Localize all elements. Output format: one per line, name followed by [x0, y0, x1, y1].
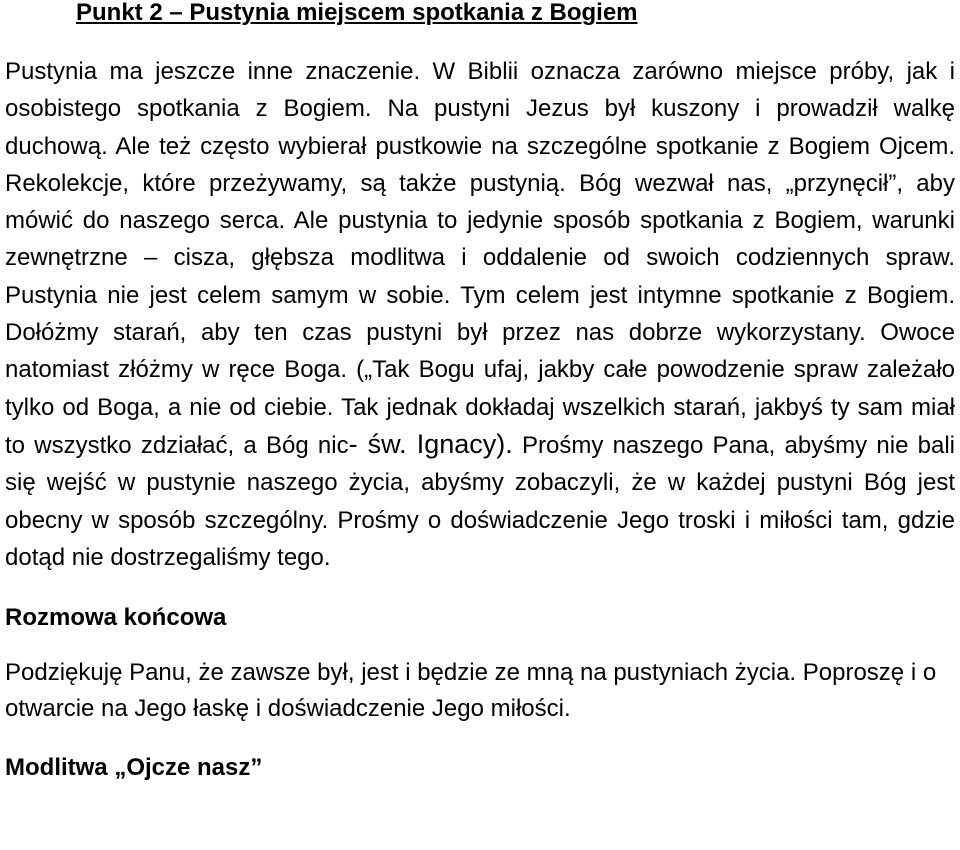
closing-paragraph: Podziękuję Panu, że zawsze był, jest i będzie ze mną na pustyniach życia. Poproszę i o otwarcie na Jego łaskę i doświadczenie Jego miłości. — [5, 659, 937, 723]
main-paragraph — [5, 53, 955, 576]
section-title: Punkt 2 – Pustynia miejscem spotkania z Bogiem — [76, 0, 638, 26]
document-page — [5, 0, 955, 783]
quote-attribution: - św. Ignacy). — [348, 428, 513, 459]
closing-heading: Rozmowa końcowa — [5, 604, 227, 632]
main-paragraph-text: Pustynia ma jeszcze inne znaczenie. W Biblii oznacza zarówno miejsce próby, jak i osobistego spotkania z Bogiem. Na pustyni Jezus był kuszony i prowadził walkę duchową. Ale też często wybierał pustkowie na szczególne spotkanie z Bogiem Ojcem. Rekolekcje, które przeżywamy, są także pustynią. Bóg wezwał nas, „przynęcił”, aby mówić do naszego serca. Ale pustynia to jedynie sposób spotkania z Bogiem, warunki zewnętrzne – cisza, głębsza modlitwa i oddalenie od swoich codziennych spraw. Pustynia nie jest celem samym w sobie. Tym celem jest intymne spotkanie z Bogiem. Dołóżmy starań, aby ten czas pustyni był przez nas dobrze wykorzystany. Owoce natomiast złóżmy w ręce Boga. („Tak Bogu ufaj, jakby całe powodzenie spraw zależało tylko od Boga, a nie od ciebie. Tak jednak dokładaj wszelkich starań, jakbyś ty sam miał to wszystko zdziałać, a Bóg nic — [5, 58, 955, 459]
main-paragraph-continuation: Prośmy naszego Pana, abyśmy nie bali się wejść w pustynie naszego życia, abyśmy zobaczyli, że w każdej pustyni Bóg jest obecny w sposób szczególny. Prośmy o doświadczenie Jego troski i miłości tam, gdzie dotąd nie dostrzegaliśmy tego. — [5, 431, 956, 571]
prayer-heading: Modlitwa „Ojcze nasz” — [5, 754, 263, 782]
